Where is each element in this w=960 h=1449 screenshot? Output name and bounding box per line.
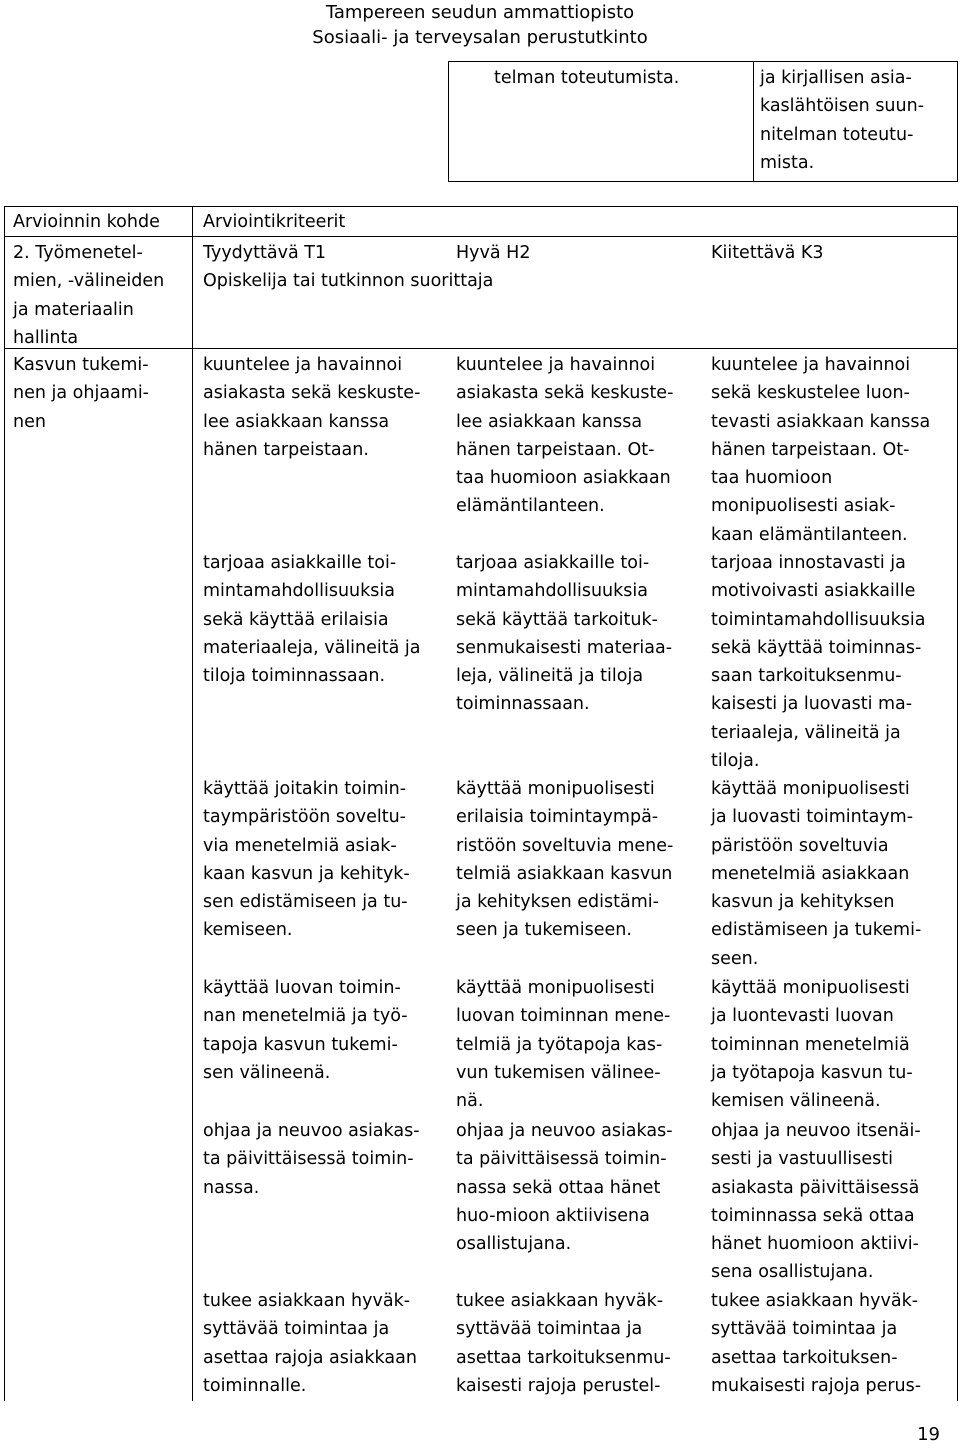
- main-table-border-top: [4, 206, 958, 207]
- top-table-border-top: [448, 61, 958, 62]
- criteria-t1-creative: käyttää luovan toimin- nan menetelmiä ja työ- tapoja kasvun tukemi- sen välineenä.: [203, 978, 408, 1083]
- criteria-h2-boundaries: tukee asiakkaan hyväk- syttävää toimintaa ja asettaa tarkoituksenmu- kaisesti rajoja perustel-: [456, 1291, 671, 1396]
- criteria-k3-creative: käyttää monipuolisesti ja luontevasti luovan toiminnan menetelmiä ja työtapoja kasvun tu- kemisen välineenä.: [711, 978, 913, 1112]
- row-label: Kasvun tukemi- nen ja ohjaami- nen: [13, 355, 149, 432]
- criteria-k3-activities: tarjoaa innostavasti ja motivoivasti asiakkaille toimintamahdollisuuksia sekä käyttää toiminnas- saan tarkoituksenmu- kaisesti ja luovasti ma- teriaaleja, välineitä ja tiloja.: [711, 553, 926, 772]
- header-institution: Tampereen seudun ammattiopisto: [325, 2, 635, 23]
- criteria-h2-listening: kuuntelee ja havainnoi asiakasta sekä keskuste- lee asiakkaan kanssa hänen tarpeistaan. Ot- taa huomioon asiakkaan elämäntilanteen.: [456, 355, 674, 517]
- main-table-border-left: [4, 206, 5, 1401]
- subject-text: Opiskelija tai tutkinnon suorittaja: [203, 271, 494, 291]
- criteria-t1-listening: kuuntelee ja havainnoi asiakasta sekä keskuste- lee asiakkaan kanssa hänen tarpeistaan.: [203, 355, 421, 460]
- top-h2-text: telman toteutumista.: [494, 68, 680, 88]
- criteria-h2-activities: tarjoaa asiakkaille toi- mintamahdollisuuksia sekä käyttää tarkoituk- senmukaisesti materiaa- leja, välineitä ja tiloja toiminnassaan.: [456, 553, 673, 715]
- level-k3: Kiitettävä K3: [711, 243, 824, 263]
- page-number: 19: [917, 1424, 940, 1445]
- criteria-t1-boundaries: tukee asiakkaan hyväk- syttävää toimintaa ja asettaa rajoja asiakkaan toiminnalle.: [203, 1291, 417, 1396]
- level-t1: Tyydyttävä T1: [203, 243, 327, 263]
- main-table-col-divider: [192, 206, 193, 1401]
- header-assessment-criteria: Arviointikriteerit: [203, 212, 346, 232]
- criteria-k3-guidance: ohjaa ja neuvoo itsenäi- sesti ja vastuullisesti asiakasta päivittäisessä toiminnassa sekä ottaa hänet huomioon aktiivi- sena osallistujana.: [711, 1121, 921, 1283]
- criteria-h2-guidance: ohjaa ja neuvoo asiakas- ta päivittäisessä toimin- nassa sekä ottaa hänet huo-mioon aktiivisena osallistujana.: [456, 1121, 673, 1255]
- level-h2: Hyvä H2: [456, 243, 531, 263]
- criteria-t1-activities: tarjoaa asiakkaille toi- mintamahdollisuuksia sekä käyttää erilaisia materiaaleja, välineitä ja tiloja toiminnassaan.: [203, 553, 421, 687]
- criteria-k3-boundaries: tukee asiakkaan hyväk- syttävää toimintaa ja asettaa tarkoituksen- mukaisesti rajoja perus-: [711, 1291, 922, 1396]
- top-k3-text: ja kirjallisen asia- kaslähtöisen suun- nitelman toteutu- mista.: [760, 68, 925, 173]
- top-table-border-right: [957, 61, 958, 182]
- criteria-t1-methods: käyttää joitakin toimin- taympäristöön soveltu- via menetelmiä asiak- kaan kasvun ja kehityk- sen edistämiseen ja tu- kemiseen.: [203, 779, 410, 941]
- criteria-t1-guidance: ohjaa ja neuvoo asiakas- ta päivittäisessä toimin- nassa.: [203, 1121, 420, 1198]
- criteria-h2-methods: käyttää monipuolisesti erilaisia toimintaympä- ristöön soveltuvia mene- telmiä asiakkaan kasvun ja kehityksen edistämi- seen ja tukemiseen.: [456, 779, 674, 941]
- criteria-h2-creative: käyttää monipuolisesti luovan toiminnan mene- telmiä ja työtapoja kas- vun tukemisen välinee- nä.: [456, 978, 671, 1112]
- header-degree: Sosiaali- ja terveysalan perustutkinto: [312, 27, 648, 48]
- top-table-border-bottom: [448, 181, 958, 182]
- top-table-border-mid: [753, 61, 754, 182]
- criteria-k3-listening: kuuntelee ja havainnoi sekä keskustelee luon- tevasti asiakkaan kanssa hänen tarpeistaan. Ot- taa huomioon monipuolisesti asiak- kaan elämäntilanteen.: [711, 355, 931, 545]
- section-title: 2. Työmenetel- mien, -välineiden ja materiaalin hallinta: [13, 243, 165, 348]
- main-table-border-right: [957, 206, 958, 1401]
- top-table-border-left: [448, 61, 449, 182]
- criteria-k3-methods: käyttää monipuolisesti ja luovasti toimintaym- päristöön soveltuvia menetelmiä asiakkaan kasvun ja kehityksen edistämiseen ja tukemi- seen.: [711, 779, 922, 969]
- header-assessment-target: Arvioinnin kohde: [13, 212, 160, 232]
